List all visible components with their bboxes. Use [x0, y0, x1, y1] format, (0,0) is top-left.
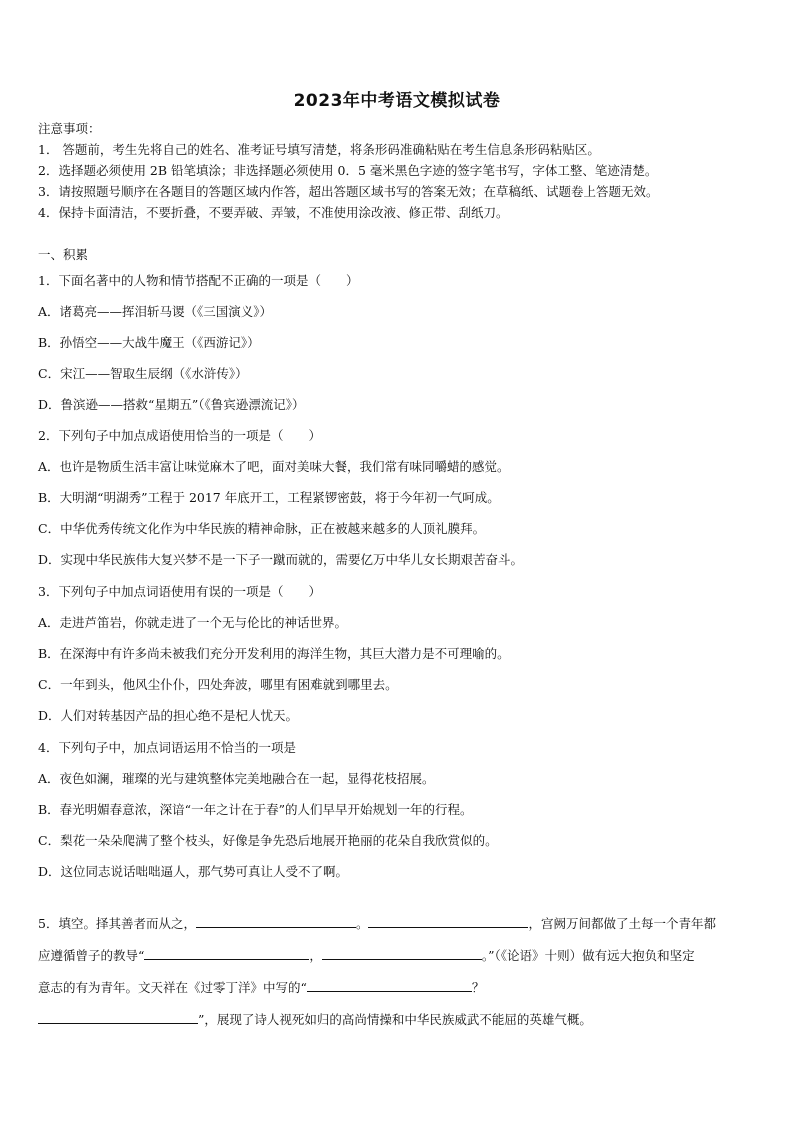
question-5-line-1 — [38, 914, 716, 933]
q5-text-5: 。”（《论语》十则）做有远大抱负和坚定 — [481, 948, 695, 963]
question-2-option-a: A．也许是物质生活丰富让味觉麻木了吧，面对美味大餐，我们常有味同嚼蜡的感觉。 — [38, 459, 510, 474]
answer-blank-6[interactable] — [38, 1010, 198, 1024]
question-1-option-b: B．孙悟空——大战牛魔王（《西游记》） — [38, 335, 260, 350]
notice-item-2: 2．选择题必须使用 2B 铅笔填涂；非选择题必须使用 0．5 毫米黑色字迹的签字笔书写，字体工整、笔迹清楚。 — [38, 163, 658, 178]
question-1-option-a: A．诸葛亮——挥泪斩马谡（《三国演义》） — [38, 304, 273, 319]
notice-item-3: 3．请按照题号顺序在各题目的答题区域内作答，超出答题区域书写的答案无效；在草稿纸、试题卷上答题无效。 — [38, 184, 659, 199]
q5-text-8: ”，展现了诗人视死如归的高尚情操和中华民族威武不能屈的英雄气概。 — [198, 1012, 592, 1027]
q5-text-4: ， — [309, 948, 322, 963]
question-2-option-d: D．实现中华民族伟大复兴梦不是一下子一蹴而就的，需要亿万中华儿女长期艰苦奋斗。 — [38, 552, 524, 567]
answer-blank-1[interactable] — [196, 914, 356, 928]
question-2-option-c: C．中华优秀传统文化作为中华民族的精神命脉，正在被越来越多的人顶礼膜拜。 — [38, 521, 486, 536]
q5-lead: 5．填空。择其善者而从之， — [38, 916, 196, 931]
question-4-option-d: D．这位同志说话咄咄逼人，那气势可真让人受不了啊。 — [38, 864, 349, 879]
page-title: 2023年中考语文模拟试卷 — [293, 91, 501, 111]
question-5-line-2 — [38, 946, 695, 965]
q5-text-6: 意志的有为青年。文天祥在《过零丁洋》中写的“ — [38, 980, 307, 995]
question-3-option-d: D．人们对转基因产品的担心绝不是杞人忧天。 — [38, 708, 299, 723]
answer-blank-4[interactable] — [322, 946, 482, 960]
q5-text-7: ？ — [471, 980, 485, 995]
question-1-stem: 1．下面名著中的人物和情节搭配不正确的一项是（ ） — [38, 273, 359, 288]
question-3-stem: 3．下列句子中加点词语使用有误的一项是（ ） — [38, 584, 321, 599]
question-3-option-c: C．一年到头，他风尘仆仆，四处奔波，哪里有困难就到哪里去。 — [38, 677, 398, 692]
notice-heading: 注意事项： — [38, 121, 101, 136]
answer-blank-5[interactable] — [307, 978, 472, 992]
question-4-option-b: B．春光明媚春意浓，深谙“一年之计在于春”的人们早早开始规划一年的行程。 — [38, 802, 473, 817]
q5-text-3: 应遵循曾子的教导“ — [38, 948, 145, 963]
question-4-option-c: C．梨花一朵朵爬满了整个枝头，好像是争先恐后地展开艳丽的花朵自我欣赏似的。 — [38, 833, 498, 848]
question-3-option-b: B．在深海中有许多尚未被我们充分开发利用的海洋生物，其巨大潜力是不可理喻的。 — [38, 646, 510, 661]
question-2-stem: 2．下列句子中加点成语使用恰当的一项是（ ） — [38, 428, 321, 443]
q5-text-1: 。 — [355, 916, 369, 931]
question-5-line-3 — [38, 978, 484, 997]
q5-text-2: ，宫阙万间都做了土每一个青年都 — [528, 916, 716, 931]
question-3-option-a: A．走进芦笛岩，你就走进了一个无与伦比的神话世界。 — [38, 615, 348, 630]
question-5-line-4 — [38, 1010, 592, 1029]
answer-blank-2[interactable] — [368, 914, 528, 928]
question-1-option-d: D．鲁滨逊——搭救“星期五”（《鲁宾逊漂流记》） — [38, 397, 305, 412]
question-4-stem: 4．下列句子中，加点词语运用不恰当的一项是 — [38, 740, 296, 755]
question-1-option-c: C．宋江——智取生辰纲（《水浒传》） — [38, 366, 248, 381]
section-heading: 一、积累 — [38, 247, 89, 262]
question-2-option-b: B．大明湖“明湖秀”工程于 2017 年底开工，工程紧锣密鼓，将于今年初一气呵成。 — [38, 490, 500, 505]
notice-item-4: 4．保持卡面清洁，不要折叠，不要弄破、弄皱，不准使用涂改液、修正带、刮纸刀。 — [38, 205, 509, 220]
answer-blank-3[interactable] — [144, 946, 309, 960]
notice-item-1: 1． 答题前，考生先将自己的姓名、准考证号填写清楚，将条形码准确粘贴在考生信息条形码粘贴区。 — [38, 142, 600, 157]
question-4-option-a: A．夜色如澜，璀璨的光与建筑整体完美地融合在一起，显得花枝招展。 — [38, 771, 435, 786]
